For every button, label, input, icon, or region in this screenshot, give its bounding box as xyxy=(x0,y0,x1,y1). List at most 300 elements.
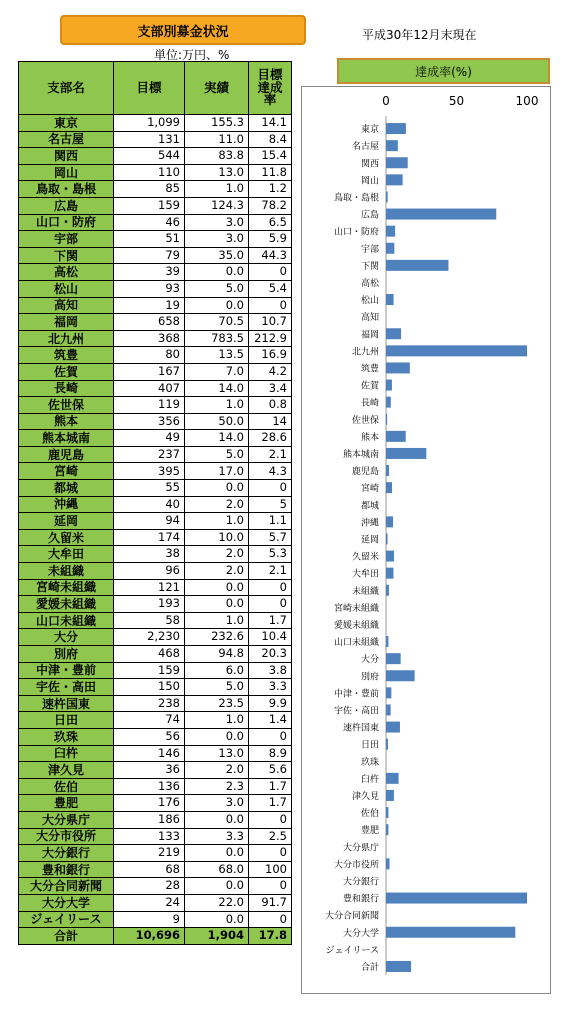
table-row xyxy=(19,861,292,878)
category-label: 名古屋 xyxy=(351,142,379,153)
target-value: 46 xyxy=(114,214,185,231)
target-value: 167 xyxy=(114,363,185,380)
table-row xyxy=(19,894,292,911)
actual-value: 0.0 xyxy=(185,845,249,862)
bar xyxy=(386,790,394,801)
as-of-date: 平成30年12月末現在 xyxy=(362,28,477,42)
category-label: 福岡 xyxy=(360,330,379,341)
table-row xyxy=(19,164,292,181)
actual-value: 14.0 xyxy=(185,380,249,397)
target-value: 356 xyxy=(114,413,185,430)
table-row xyxy=(19,347,292,364)
rate-value: 0 xyxy=(249,579,292,596)
table-row xyxy=(19,928,292,945)
branch-name: 大分大学 xyxy=(19,894,114,911)
actual-value: 0.0 xyxy=(185,878,249,895)
rate-value: 5 xyxy=(249,496,292,513)
col-header-branch: 支部名 xyxy=(19,62,114,115)
actual-value: 0.0 xyxy=(185,579,249,596)
branch-name: 山口・防府 xyxy=(19,214,114,231)
branch-name: 大分市役所 xyxy=(19,828,114,845)
branch-name: 宇部 xyxy=(19,231,114,248)
bar xyxy=(386,174,403,185)
rate-value: 1.4 xyxy=(249,712,292,729)
branch-name: 岡山 xyxy=(19,164,114,181)
category-label: 久留米 xyxy=(351,552,379,563)
category-label: 中津・豊前 xyxy=(333,689,379,700)
bar xyxy=(386,243,394,254)
branch-name: 長崎 xyxy=(19,380,114,397)
category-label: 宮崎未組織 xyxy=(333,603,379,614)
target-value: 121 xyxy=(114,579,185,596)
category-label: 玖珠 xyxy=(360,757,379,768)
rate-value: 91.7 xyxy=(249,894,292,911)
target-value: 9 xyxy=(114,911,185,928)
category-label: 東京 xyxy=(360,125,379,136)
actual-value: 1.0 xyxy=(185,181,249,198)
branch-name: 宇佐・高田 xyxy=(19,679,114,696)
target-value: 93 xyxy=(114,280,185,297)
actual-value: 14.0 xyxy=(185,430,249,447)
table-row xyxy=(19,911,292,928)
target-value: 238 xyxy=(114,695,185,712)
rate-value: 14.1 xyxy=(249,115,292,132)
actual-value: 155.3 xyxy=(185,115,249,132)
branch-name: 松山 xyxy=(19,280,114,297)
actual-value: 83.8 xyxy=(185,148,249,165)
target-value: 159 xyxy=(114,197,185,214)
rate-value: 11.8 xyxy=(249,164,292,181)
actual-value: 94.8 xyxy=(185,646,249,663)
table-row xyxy=(19,197,292,214)
branch-name: 東京 xyxy=(19,115,114,132)
actual-value: 0.0 xyxy=(185,596,249,613)
target-value: 186 xyxy=(114,811,185,828)
bar xyxy=(386,397,391,408)
branch-name: 豊肥 xyxy=(19,795,114,812)
branch-name: 関西 xyxy=(19,148,114,165)
rate-value: 28.6 xyxy=(249,430,292,447)
x-tick-label: 100 xyxy=(515,94,539,108)
rate-value: 10.4 xyxy=(249,629,292,646)
table-row xyxy=(19,496,292,513)
branch-name: 鳥取・島根 xyxy=(19,181,114,198)
rate-value: 15.4 xyxy=(249,148,292,165)
rate-value: 5.6 xyxy=(249,762,292,779)
category-label: 高松 xyxy=(360,278,379,289)
actual-value: 17.0 xyxy=(185,463,249,480)
actual-value: 3.0 xyxy=(185,795,249,812)
branch-name: 大牟田 xyxy=(19,546,114,563)
rate-value: 5.4 xyxy=(249,280,292,297)
actual-value: 13.0 xyxy=(185,164,249,181)
branch-name: 広島 xyxy=(19,197,114,214)
category-label: 下関 xyxy=(360,261,379,272)
x-tick-label: 0 xyxy=(382,94,390,108)
bar xyxy=(386,482,392,493)
col-header-rate: 目標 達成 率 xyxy=(249,62,292,115)
bar xyxy=(386,345,527,356)
category-label: 北九州 xyxy=(351,347,379,358)
rate-value: 0 xyxy=(249,297,292,314)
table-row xyxy=(19,811,292,828)
target-value: 94 xyxy=(114,513,185,530)
bar xyxy=(386,893,527,904)
target-value: 174 xyxy=(114,529,185,546)
bar xyxy=(386,687,391,698)
category-label: 関西 xyxy=(360,159,379,170)
table-row xyxy=(19,662,292,679)
actual-value: 35.0 xyxy=(185,247,249,264)
bar xyxy=(386,140,398,151)
target-value: 28 xyxy=(114,878,185,895)
table-row xyxy=(19,795,292,812)
branch-table xyxy=(18,61,292,945)
target-value: 468 xyxy=(114,646,185,663)
table-row xyxy=(19,778,292,795)
table-header-row xyxy=(19,62,292,115)
actual-value: 2.0 xyxy=(185,563,249,580)
table-row xyxy=(19,314,292,331)
target-value: 176 xyxy=(114,795,185,812)
branch-name: 福岡 xyxy=(19,314,114,331)
branch-name: 佐賀 xyxy=(19,363,114,380)
bar xyxy=(386,704,391,715)
rate-value: 14 xyxy=(249,413,292,430)
bar xyxy=(386,465,389,476)
branch-name: 筑豊 xyxy=(19,347,114,364)
bar xyxy=(386,209,496,220)
branch-name: 別府 xyxy=(19,646,114,663)
table-row xyxy=(19,446,292,463)
target-value: 119 xyxy=(114,397,185,414)
branch-name: 豊和銀行 xyxy=(19,861,114,878)
branch-name: 高知 xyxy=(19,297,114,314)
bar xyxy=(386,533,388,544)
branch-name: 山口未組織 xyxy=(19,612,114,629)
table-row xyxy=(19,828,292,845)
branch-name: 高松 xyxy=(19,264,114,281)
table-row xyxy=(19,330,292,347)
target-value: 24 xyxy=(114,894,185,911)
branch-name: 未組織 xyxy=(19,563,114,580)
target-value: 193 xyxy=(114,596,185,613)
target-value: 74 xyxy=(114,712,185,729)
target-value: 19 xyxy=(114,297,185,314)
table-row xyxy=(19,878,292,895)
actual-value: 2.0 xyxy=(185,546,249,563)
target-value: 219 xyxy=(114,845,185,862)
category-label: 大分県庁 xyxy=(342,843,379,854)
table-row xyxy=(19,148,292,165)
bar xyxy=(386,568,393,579)
table-row xyxy=(19,629,292,646)
table-row xyxy=(19,480,292,497)
actual-value: 7.0 xyxy=(185,363,249,380)
table-row xyxy=(19,363,292,380)
branch-name: 速杵国東 xyxy=(19,695,114,712)
actual-value: 0.0 xyxy=(185,264,249,281)
target-value: 133 xyxy=(114,828,185,845)
bar xyxy=(386,858,390,869)
actual-value: 2.0 xyxy=(185,496,249,513)
rate-value: 0 xyxy=(249,878,292,895)
category-label: 豊肥 xyxy=(360,826,379,837)
target-value: 56 xyxy=(114,728,185,745)
target-value: 131 xyxy=(114,131,185,148)
category-label: 日田 xyxy=(360,740,379,751)
bar xyxy=(386,414,387,425)
actual-value: 1,904 xyxy=(185,928,249,945)
bar xyxy=(386,961,411,972)
bar xyxy=(386,362,410,373)
rate-value: 44.3 xyxy=(249,247,292,264)
bar xyxy=(386,294,394,305)
rate-value: 2.1 xyxy=(249,563,292,580)
target-value: 36 xyxy=(114,762,185,779)
category-label: ジェイリース xyxy=(325,945,379,956)
bar xyxy=(386,191,388,202)
branch-name: 下関 xyxy=(19,247,114,264)
table-row xyxy=(19,380,292,397)
table-row xyxy=(19,679,292,696)
branch-name: 津久見 xyxy=(19,762,114,779)
bar xyxy=(386,123,406,134)
table-row xyxy=(19,612,292,629)
category-label: 鳥取・島根 xyxy=(333,193,379,204)
chart-plot xyxy=(302,87,550,993)
rate-value: 0 xyxy=(249,845,292,862)
category-label: 佐世保 xyxy=(351,415,379,426)
category-label: 宮崎 xyxy=(360,484,379,495)
table-row xyxy=(19,214,292,231)
rate-value: 78.2 xyxy=(249,197,292,214)
rate-value: 9.9 xyxy=(249,695,292,712)
table-row xyxy=(19,579,292,596)
target-value: 150 xyxy=(114,679,185,696)
target-value: 85 xyxy=(114,181,185,198)
target-value: 58 xyxy=(114,612,185,629)
target-value: 395 xyxy=(114,463,185,480)
rate-value: 0 xyxy=(249,264,292,281)
branch-name: 久留米 xyxy=(19,529,114,546)
branch-name: 鹿児島 xyxy=(19,446,114,463)
rate-value: 2.5 xyxy=(249,828,292,845)
bar xyxy=(386,516,393,527)
category-label: 熊本城南 xyxy=(342,449,379,460)
table-row xyxy=(19,546,292,563)
bar xyxy=(386,431,406,442)
category-label: 宇佐・高田 xyxy=(333,706,379,717)
category-label: 広島 xyxy=(360,210,379,221)
table-row xyxy=(19,131,292,148)
bar xyxy=(386,448,426,459)
branch-name: 愛媛未組織 xyxy=(19,596,114,613)
target-value: 1,099 xyxy=(114,115,185,132)
bar xyxy=(386,226,395,237)
rate-value: 2.1 xyxy=(249,446,292,463)
table-row xyxy=(19,845,292,862)
table-row xyxy=(19,563,292,580)
table-row xyxy=(19,280,292,297)
actual-value: 5.0 xyxy=(185,446,249,463)
rate-value: 3.3 xyxy=(249,679,292,696)
branch-name: 大分 xyxy=(19,629,114,646)
target-value: 39 xyxy=(114,264,185,281)
bar xyxy=(386,328,401,339)
actual-value: 3.3 xyxy=(185,828,249,845)
unit-note: 単位:万円、% xyxy=(154,48,230,62)
category-label: 高知 xyxy=(360,313,379,324)
branch-name: 中津・豊前 xyxy=(19,662,114,679)
report-title: 支部別募金状況 xyxy=(60,15,306,45)
table-row xyxy=(19,181,292,198)
actual-value: 3.0 xyxy=(185,231,249,248)
category-label: 熊本 xyxy=(360,432,379,443)
rate-value: 5.9 xyxy=(249,231,292,248)
actual-value: 232.6 xyxy=(185,629,249,646)
actual-value: 783.5 xyxy=(185,330,249,347)
category-label: 合計 xyxy=(360,962,379,973)
branch-name: 沖縄 xyxy=(19,496,114,513)
target-value: 51 xyxy=(114,231,185,248)
rate-value: 212.9 xyxy=(249,330,292,347)
table-row xyxy=(19,513,292,530)
table-row xyxy=(19,728,292,745)
branch-name: 大分銀行 xyxy=(19,845,114,862)
rate-value: 0 xyxy=(249,728,292,745)
category-label: 鹿児島 xyxy=(351,467,379,478)
target-value: 110 xyxy=(114,164,185,181)
rate-value: 5.7 xyxy=(249,529,292,546)
category-label: 臼杵 xyxy=(360,774,379,785)
category-label: 沖縄 xyxy=(360,518,379,529)
target-value: 159 xyxy=(114,662,185,679)
rate-value: 0 xyxy=(249,596,292,613)
rate-value: 0 xyxy=(249,480,292,497)
target-value: 2,230 xyxy=(114,629,185,646)
bar xyxy=(386,551,394,562)
branch-name: 大分合同新聞 xyxy=(19,878,114,895)
table-row xyxy=(19,695,292,712)
rate-value: 3.4 xyxy=(249,380,292,397)
category-label: 大分銀行 xyxy=(342,877,379,888)
bar xyxy=(386,260,448,271)
category-label: 松山 xyxy=(360,296,379,307)
target-value: 368 xyxy=(114,330,185,347)
table-row xyxy=(19,745,292,762)
target-value: 544 xyxy=(114,148,185,165)
category-label: 佐賀 xyxy=(360,381,379,392)
table-row xyxy=(19,115,292,132)
table-row xyxy=(19,712,292,729)
branch-name: 熊本城南 xyxy=(19,430,114,447)
target-value: 49 xyxy=(114,430,185,447)
col-header-target: 目標 xyxy=(114,62,185,115)
branch-name: 大分県庁 xyxy=(19,811,114,828)
achievement-chart xyxy=(301,86,551,994)
category-label: 未組織 xyxy=(351,586,379,597)
category-label: 岡山 xyxy=(360,176,379,187)
branch-name: 延岡 xyxy=(19,513,114,530)
chart-title: 達成率(%) xyxy=(337,58,550,84)
table-row xyxy=(19,463,292,480)
table-row xyxy=(19,413,292,430)
actual-value: 0.0 xyxy=(185,297,249,314)
target-value: 136 xyxy=(114,778,185,795)
target-value: 80 xyxy=(114,347,185,364)
actual-value: 13.5 xyxy=(185,347,249,364)
rate-value: 1.7 xyxy=(249,795,292,812)
category-label: 大分 xyxy=(360,655,379,666)
rate-value: 20.3 xyxy=(249,646,292,663)
bar xyxy=(386,773,399,784)
target-value: 96 xyxy=(114,563,185,580)
actual-value: 0.0 xyxy=(185,811,249,828)
category-label: 山口・防府 xyxy=(333,227,379,238)
actual-value: 5.0 xyxy=(185,679,249,696)
actual-value: 11.0 xyxy=(185,131,249,148)
branch-name: 佐伯 xyxy=(19,778,114,795)
target-value: 658 xyxy=(114,314,185,331)
actual-value: 6.0 xyxy=(185,662,249,679)
table-row xyxy=(19,397,292,414)
branch-name: ジェイリース xyxy=(19,911,114,928)
branch-name: 玖珠 xyxy=(19,728,114,745)
branch-name: 臼杵 xyxy=(19,745,114,762)
category-label: 佐伯 xyxy=(360,809,379,820)
rate-value: 5.3 xyxy=(249,546,292,563)
category-label: 別府 xyxy=(360,672,379,683)
x-tick-label: 50 xyxy=(448,94,465,108)
category-label: 長崎 xyxy=(360,398,379,409)
table-row xyxy=(19,762,292,779)
rate-value: 100 xyxy=(249,861,292,878)
bar xyxy=(386,927,515,938)
actual-value: 124.3 xyxy=(185,197,249,214)
target-value: 407 xyxy=(114,380,185,397)
rate-value: 1.1 xyxy=(249,513,292,530)
category-label: 宇部 xyxy=(360,244,379,255)
rate-value: 10.7 xyxy=(249,314,292,331)
rate-value: 17.8 xyxy=(249,928,292,945)
actual-value: 1.0 xyxy=(185,397,249,414)
actual-value: 0.0 xyxy=(185,911,249,928)
actual-value: 1.0 xyxy=(185,612,249,629)
table-row xyxy=(19,264,292,281)
category-label: 山口未組織 xyxy=(333,638,379,649)
table-row xyxy=(19,231,292,248)
category-label: 大分大学 xyxy=(342,928,379,939)
actual-value: 1.0 xyxy=(185,513,249,530)
branch-name: 佐世保 xyxy=(19,397,114,414)
branch-name: 合計 xyxy=(19,928,114,945)
rate-value: 1.2 xyxy=(249,181,292,198)
table-body xyxy=(19,115,292,945)
target-value: 146 xyxy=(114,745,185,762)
category-label: 津久見 xyxy=(351,791,379,802)
actual-value: 68.0 xyxy=(185,861,249,878)
actual-value: 22.0 xyxy=(185,894,249,911)
table-row xyxy=(19,430,292,447)
bar xyxy=(386,824,388,835)
actual-value: 0.0 xyxy=(185,728,249,745)
target-value: 237 xyxy=(114,446,185,463)
branch-name: 宮崎 xyxy=(19,463,114,480)
branch-name: 北九州 xyxy=(19,330,114,347)
rate-value: 8.9 xyxy=(249,745,292,762)
rate-value: 6.5 xyxy=(249,214,292,231)
